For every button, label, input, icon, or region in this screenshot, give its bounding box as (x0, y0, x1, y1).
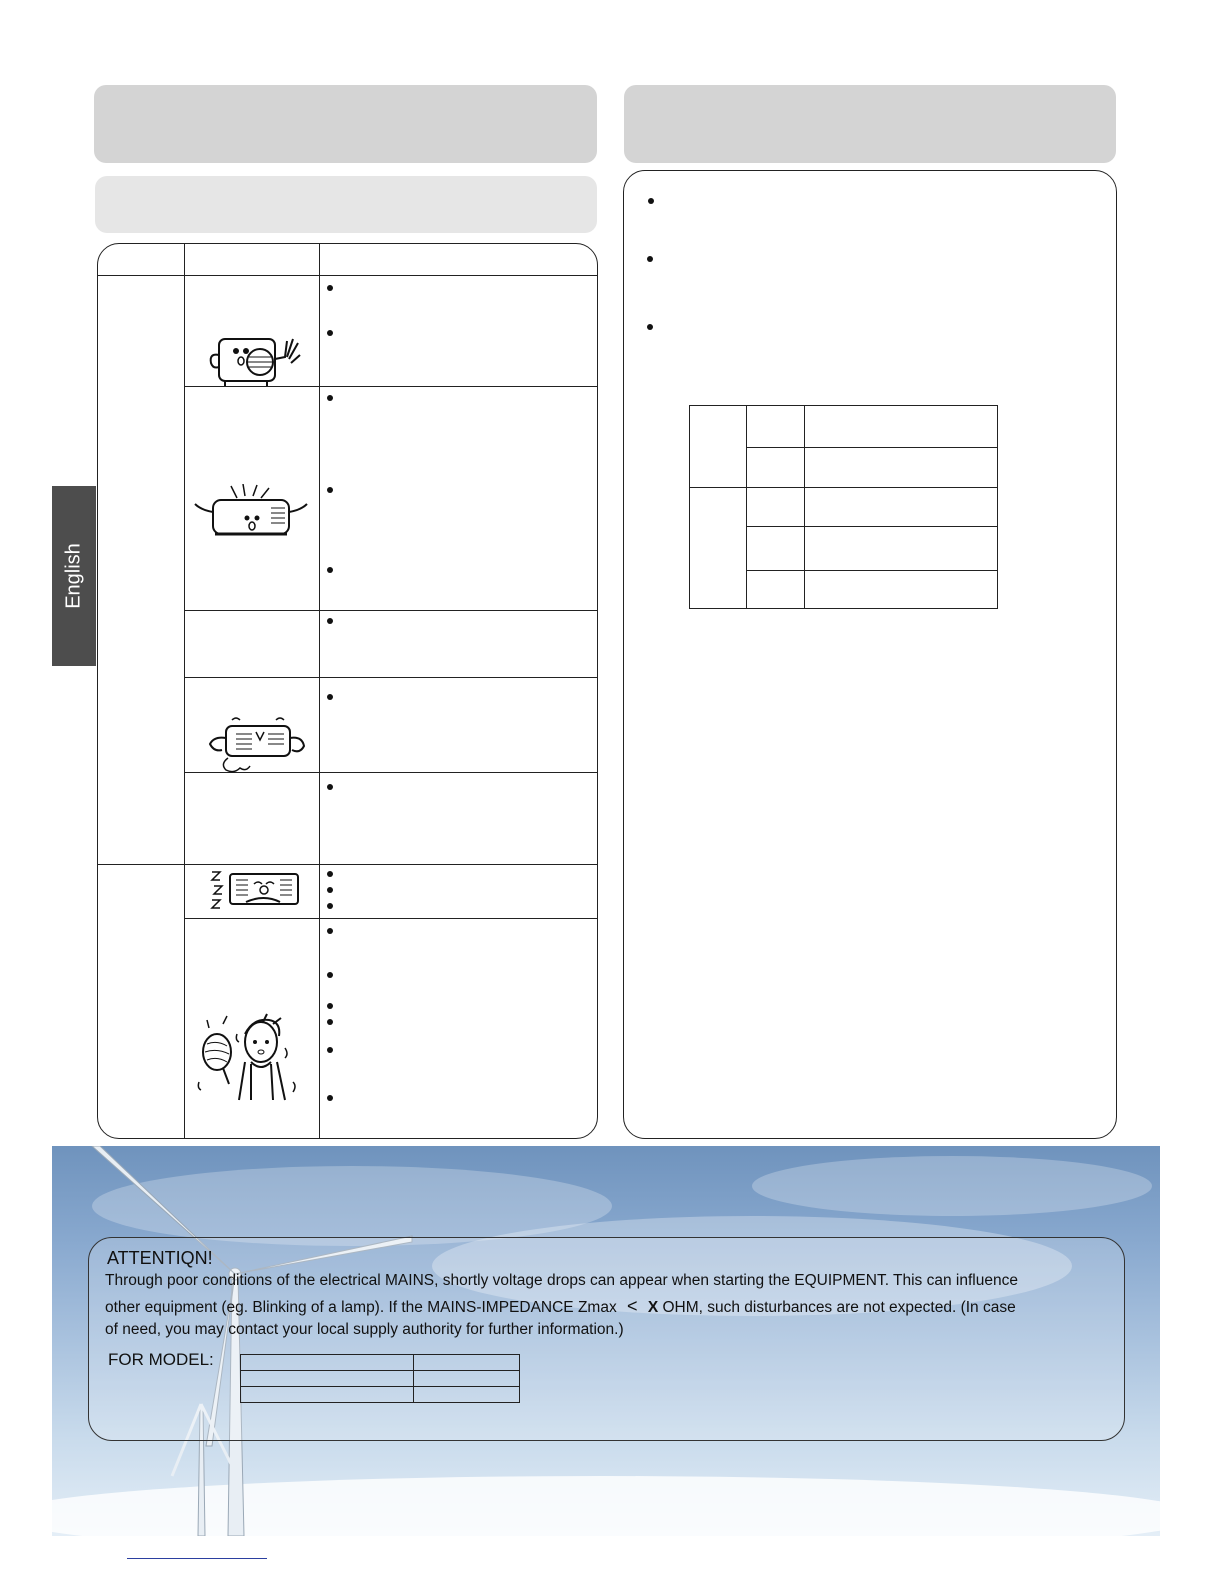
bullet (327, 1047, 333, 1053)
table-column-divider (184, 244, 185, 1138)
bullet (648, 198, 654, 204)
right-content-panel (623, 170, 1117, 1139)
attention-text-line-1: Through poor conditions of the electrical MAINS, shortly voltage drops can appear when starting the EQUIPMENT. This can influence (105, 1272, 1018, 1289)
bullet (327, 395, 333, 401)
bullet (327, 567, 333, 573)
model-table (240, 1354, 520, 1403)
bullet (327, 972, 333, 978)
unit-confused-illustration-icon (191, 484, 311, 542)
language-tab[interactable] (52, 486, 96, 666)
attention-text-line-2 (105, 1296, 1016, 1317)
bullet (327, 285, 333, 291)
inner-spec-table (689, 405, 998, 609)
left-section-header (94, 85, 597, 163)
attention-title: ATTENTIQN! (107, 1248, 213, 1268)
table-row-divider (184, 610, 597, 611)
bullet (327, 1019, 333, 1025)
attention-text-line-3: of need, you may contact your local supply authority for further information.) (105, 1321, 624, 1338)
attention-text-line-2-start: other equipment (eg. Blinking of a lamp). If the MAINS-IMPEDANCE Zmax (105, 1299, 621, 1316)
for-model-label: FOR MODEL: (108, 1350, 214, 1369)
bullet (327, 871, 333, 877)
hot-person-illustration-icon (193, 1012, 303, 1102)
table-row-divider (746, 526, 997, 527)
bullet (327, 694, 333, 700)
bullet (327, 887, 333, 893)
table-row-divider (184, 677, 597, 678)
bullet (327, 618, 333, 624)
troubleshooting-table (97, 243, 598, 1139)
less-than-symbol: < (627, 1296, 638, 1316)
bullet (327, 928, 333, 934)
bullet (327, 903, 333, 909)
table-row (241, 1387, 520, 1403)
unit-steam-illustration-icon (206, 714, 306, 780)
attention-box (88, 1237, 1125, 1441)
table-row-divider (690, 487, 997, 488)
table-header-divider (98, 275, 597, 276)
bullet (327, 784, 333, 790)
table-row-divider (184, 918, 597, 919)
language-tab-label: English (62, 543, 85, 609)
table-column-divider (746, 406, 747, 608)
footer-link-underline (127, 1558, 267, 1559)
impedance-x-value: X (647, 1299, 659, 1316)
attention-text-line-2-end: OHM, such disturbances are not expected. (In case (658, 1299, 1016, 1316)
table-group-divider (98, 864, 597, 865)
table-column-divider (804, 406, 805, 608)
unit-sleeping-illustration-icon (210, 868, 302, 914)
table-column-divider (319, 244, 320, 1138)
table-row (241, 1355, 520, 1371)
left-subsection-header (95, 176, 597, 233)
table-row-divider (746, 570, 997, 571)
bullet (327, 1003, 333, 1009)
unit-stop-illustration-icon (203, 329, 303, 387)
bullet (327, 330, 333, 336)
bullet (327, 487, 333, 493)
bullet (647, 256, 653, 262)
right-section-header (624, 85, 1116, 163)
bullet (327, 1095, 333, 1101)
table-row (241, 1371, 520, 1387)
table-row-divider (746, 447, 997, 448)
bullet (647, 324, 653, 330)
